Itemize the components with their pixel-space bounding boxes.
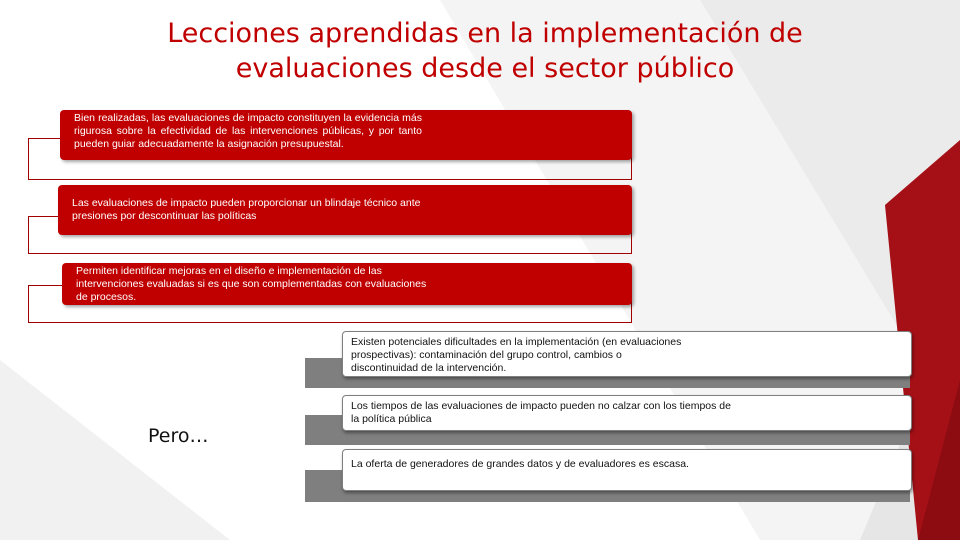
lesson-2-box: [58, 185, 632, 235]
difficulty-2-box: [342, 395, 912, 431]
slide-title: [80, 16, 890, 86]
lesson-1-text: Bien realizadas, las evaluaciones de impacto constituyen la evidencia más rigurosa sobre la efectividad de las intervenciones públicas, y por tanto pueden guiar adecuadamente la asignación presupuestal.: [74, 112, 422, 150]
lesson-2-text: Las evaluaciones de impacto pueden proporcionar un blindaje técnico ante presiones por descontinuar las políticas: [72, 197, 421, 222]
slide-title-line-1: Lecciones aprendidas en la implementación de: [167, 18, 803, 49]
lesson-3-box: [62, 263, 632, 305]
difficulty-1-text: Existen potenciales dificultades en la implementación (en evaluaciones prospectivas): contaminación del grupo control, cambios o discontinuidad de la intervención.: [351, 336, 682, 374]
difficulty-2-text: Los tiempos de las evaluaciones de impacto pueden no calzar con los tiempos de la política pública: [351, 400, 731, 425]
difficulty-1-box: [342, 331, 912, 377]
difficulty-3-text: La oferta de generadores de grandes datos y de evaluadores es escasa.: [351, 458, 689, 470]
pero-label: Pero…: [148, 425, 209, 447]
difficulty-3-box: [342, 449, 912, 491]
lesson-3-text: Permiten identificar mejoras en el diseño e implementación de las intervenciones evaluadas si es que son complementadas con evaluaciones de procesos.: [76, 265, 427, 303]
slide-title-line-2: evaluaciones desde el sector público: [235, 53, 735, 84]
lesson-1-box: [60, 110, 632, 160]
